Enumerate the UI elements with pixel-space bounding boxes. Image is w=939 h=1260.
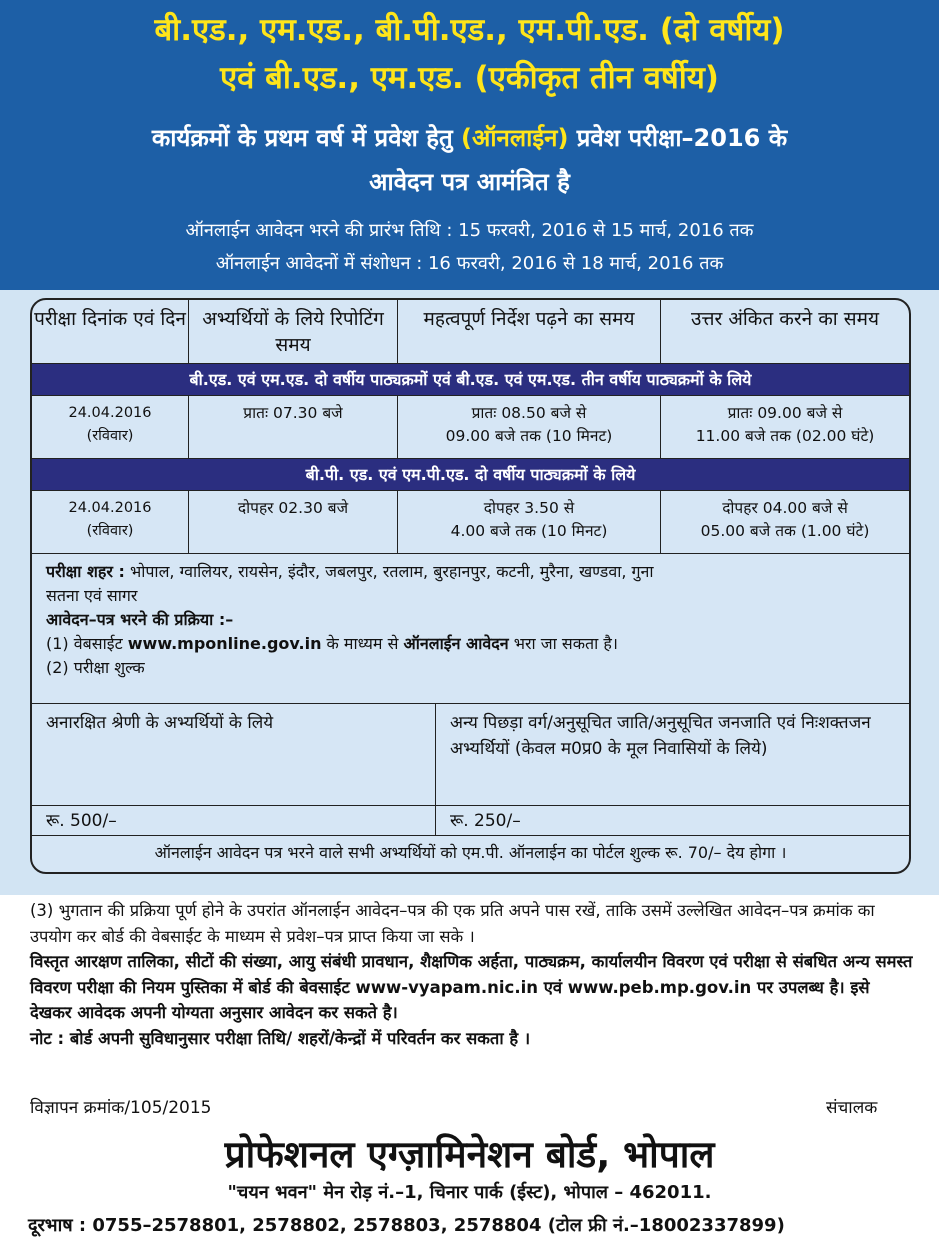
correction-dates: ऑनलाईन आवेदनों में संशोधन : 16 फरवरी, 2016 से 18 मार्च, 2016 तक xyxy=(215,253,724,274)
col-header-answering: उत्तर अंकित करने का समय xyxy=(661,300,909,364)
step1-mid: के माध्यम से xyxy=(321,634,404,653)
process-label: आवेदन–पत्र भरने की प्रक्रिया :– xyxy=(46,610,234,629)
note-paragraph: नोट : बोर्ड अपनी सुविधानुसार परीक्षा तिथि/ शहरों/केन्द्रों में परिवर्तन कर सकता है । xyxy=(30,1028,531,1048)
title-line-1: बी.एड., एम.एड., बी.पी.एड., एम.पी.एड. (दो वर्षीय) xyxy=(154,12,785,48)
instruction-time-cell xyxy=(398,396,661,459)
organization-address: "चयन भवन" मेन रोड़ नं.–1, चिनार पार्क (ईस्ट), भोपाल – 462011. xyxy=(227,1182,712,1203)
subtitle-part-b: प्रवेश परीक्षा–2016 के xyxy=(568,124,788,152)
answer-time-start: दोपहर 04.00 बजे से xyxy=(722,499,848,517)
group-band-bped-mped: बी.पी. एड. एवं एम.पी.एड. दो वर्षीय पाठ्यक्रमों के लिये xyxy=(32,459,909,491)
exam-info xyxy=(32,554,909,704)
group-band-bed-med: बी.एड. एवं एम.एड. दो वर्षीय पाठ्यक्रमों एवं बी.एड. एवं एम.एड. तीन वर्षीय पाठ्यक्रमों के लिये xyxy=(32,364,909,396)
instruction-time-cell xyxy=(398,491,661,554)
fee-reserved-amount: रू. 250/– xyxy=(436,806,909,836)
col-header-reporting: अभ्यर्थियों के लिये रिपोटिंग समय xyxy=(189,300,398,364)
exam-day: (रविवार) xyxy=(86,428,134,444)
title-line-2: एवं बी.एड., एम.एड. (एकीकृत तीन वर्षीय) xyxy=(220,60,719,96)
reporting-time: दोपहर 02.30 बजे xyxy=(189,491,398,554)
exam-day: (रविवार) xyxy=(86,523,134,539)
exam-date-cell xyxy=(32,491,189,554)
answer-time-end: 05.00 बजे तक (1.00 घंटे) xyxy=(700,522,870,540)
advertisement-number: विज्ञापन क्रमांक/105/2015 xyxy=(30,1098,212,1118)
payment-paragraph: (3) भुगतान की प्रक्रिया पूर्ण होने के उपरांत ऑनलाईन आवेदन–पत्र की एक प्रति अपने पास रखें, ताकि उसमें उल्लेखित आवेदन–पत्र क्रमांक का उपयोग कर बोर्ड की वेबसाईट के माध्यम से प्रवेश–पत्र प्राप्त किया जा सके । xyxy=(30,901,875,946)
answer-time-end: 11.00 बजे तक (02.00 घंटे) xyxy=(695,427,875,445)
fee-general-amount: रू. 500/– xyxy=(32,806,436,836)
mponline-link: www.mponline.gov.in xyxy=(127,634,322,653)
exam-cities-cont: सतना एवं सागर xyxy=(46,586,138,605)
organization-name: प्रोफेशनल एग्ज़ामिनेशन बोर्ड, भोपाल xyxy=(224,1133,715,1176)
city-label: परीक्षा शहर : xyxy=(46,562,125,581)
instruction-time-end: 09.00 बजे तक (10 मिनट) xyxy=(445,427,613,445)
instruction-time-start: दोपहर 3.50 से xyxy=(483,499,575,517)
instruction-time-end: 4.00 बजे तक (10 मिनट) xyxy=(450,522,608,540)
fee-amount-row xyxy=(32,806,909,836)
portal-fee-note: ऑनलाईन आवेदन पत्र भरने वाले सभी अभ्यर्थियों को एम.पी. ऑनलाईन का पोर्टल शुल्क रू. 70/– देय होगा । xyxy=(154,843,787,862)
instruction-time-start: प्रातः 08.50 बजे से xyxy=(471,404,587,422)
reporting-time: प्रातः 07.30 बजे xyxy=(189,396,398,459)
answer-time-start: प्रातः 09.00 बजे से xyxy=(727,404,843,422)
exam-date: 24.04.2016 xyxy=(68,500,152,516)
header-banner xyxy=(0,0,939,290)
exam-date: 24.04.2016 xyxy=(68,405,152,421)
fee-general-label: अनारक्षित श्रेणी के अभ्यर्थियों के लिये xyxy=(32,704,436,806)
step1-prefix: (1) वेबसाईट xyxy=(46,634,128,653)
signatory: संचालक xyxy=(826,1098,878,1118)
exam-date-cell xyxy=(32,396,189,459)
details-paragraph: विस्तृत आरक्षण तालिका, सीटों की संख्या, आयु संबंधी प्रावधान, शैक्षणिक अर्हता, पाठ्यक्रम, कार्यालयीन विवरण एवं परीक्षा से संबधित अन्य समस्त विवरण परीक्षा की नियम पुस्तिका में बोर्ड की बेवसाईट www-vyapam.nic.in एवं www.peb.mp.gov.in पर उपलब्ध है। इसे देखकर आवेदक अपनी योग्यता अनुसार आवेदन कर सकते है। xyxy=(30,952,913,1022)
answer-time-cell xyxy=(661,491,909,554)
step1-bold: ऑनलाईन आवेदन xyxy=(403,634,509,653)
fee-category-row xyxy=(32,704,909,806)
table-row xyxy=(32,491,909,554)
subtitle-highlight: (ऑनलाईन) xyxy=(461,124,569,152)
col-header-date: परीक्षा दिनांक एवं दिन xyxy=(32,300,189,364)
schedule-table xyxy=(30,298,911,874)
application-dates: ऑनलाईन आवेदन भरने की प्रारंभ तिथि : 15 फरवरी, 2016 से 15 मार्च, 2016 तक xyxy=(185,220,754,241)
city-list: भोपाल, ग्वालियर, रायसेन, इंदौर, जबलपुर, रतलाम, बुरहानपुर, कटनी, मुरैना, खण्डवा, गुना xyxy=(124,562,654,581)
contact-phone: दूरभाष : 0755–2578801, 2578802, 2578803, 2578804 (टोल फ्री नं.–18002337899) xyxy=(28,1215,785,1236)
process-step-2: (2) परीक्षा शुल्क xyxy=(46,658,145,677)
subtitle-line-1 xyxy=(0,122,939,154)
table-row xyxy=(32,396,909,459)
col-header-instructions: महत्वपूर्ण निर्देश पढ़ने का समय xyxy=(398,300,661,364)
process-step-1 xyxy=(46,632,895,656)
exam-cities xyxy=(46,560,895,584)
process-heading xyxy=(46,608,895,632)
table-header-row xyxy=(32,300,909,364)
step1-suffix: भरा जा सकता है। xyxy=(508,634,618,653)
fee-reserved-label: अन्य पिछड़ा वर्ग/अनुसूचित जाति/अनुसूचित जनजाति एवं निःशक्तजन अभ्यर्थियों (केवल म0प्र0 के मूल निवासियों के लिये) xyxy=(436,704,909,806)
body-text xyxy=(30,898,915,1051)
subtitle-line-2: आवेदन पत्र आमंत्रित है xyxy=(369,168,570,196)
answer-time-cell xyxy=(661,396,909,459)
subtitle-part-a: कार्यक्रमों के प्रथम वर्ष में प्रवेश हेतु xyxy=(151,124,462,152)
